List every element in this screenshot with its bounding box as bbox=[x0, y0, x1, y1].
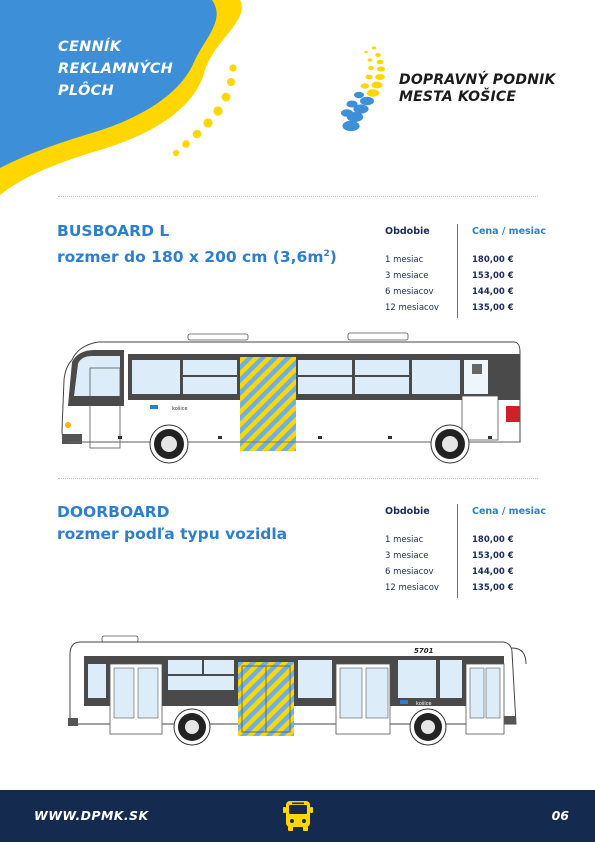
bus-busboard-illustration bbox=[58, 330, 528, 465]
divider bbox=[58, 478, 538, 479]
table-cell-period: 12 mesiacov bbox=[385, 303, 439, 313]
table-cell-price: 180,00 € bbox=[472, 255, 514, 265]
col-header-period: Obdobie bbox=[385, 226, 430, 237]
website-link[interactable]: WWW.DPMK.SK bbox=[34, 808, 149, 823]
subtitle-text: rozmer do 180 x 200 cm (3,6m bbox=[57, 248, 324, 267]
table-cell-period: 6 mesiacov bbox=[385, 287, 434, 297]
table-cell-period: 1 mesiac bbox=[385, 255, 424, 265]
table-cell-period: 12 mesiacov bbox=[385, 583, 439, 593]
footer bbox=[0, 790, 595, 842]
page-title-line: CENNÍK bbox=[58, 39, 122, 55]
page-title-line: PLÔCH bbox=[58, 83, 114, 99]
logo-line: DOPRAVNÝ PODNIK bbox=[399, 72, 556, 88]
col-header-price: Cena / mesiac bbox=[472, 506, 546, 517]
table-cell-price: 153,00 € bbox=[472, 271, 514, 281]
col-header-period: Obdobie bbox=[385, 506, 430, 517]
bus-side-logo: košice bbox=[416, 701, 432, 707]
section-title: DOORBOARD bbox=[57, 503, 170, 521]
logo-line: MESTA KOŠICE bbox=[399, 89, 517, 105]
table-cell-period: 3 mesiace bbox=[385, 271, 429, 281]
dpmk-logo-text bbox=[399, 72, 556, 106]
subtitle-text-end: ) bbox=[329, 248, 337, 267]
table-divider bbox=[457, 224, 458, 318]
bus-number: 5701 bbox=[414, 647, 434, 655]
table-divider bbox=[457, 504, 458, 598]
section-subtitle: rozmer podľa typu vozidla bbox=[57, 525, 288, 543]
section-subtitle bbox=[57, 243, 337, 268]
bus-side-logo: košice bbox=[172, 406, 188, 412]
table-cell-price: 153,00 € bbox=[472, 551, 514, 561]
table-cell-price: 135,00 € bbox=[472, 583, 514, 593]
table-cell-price: 144,00 € bbox=[472, 567, 514, 577]
page-number: 06 bbox=[551, 808, 569, 823]
table-cell-price: 180,00 € bbox=[472, 535, 514, 545]
bus-number: 6801 bbox=[156, 346, 177, 355]
table-cell-period: 6 mesiacov bbox=[385, 567, 434, 577]
table-cell-period: 1 mesiac bbox=[385, 535, 424, 545]
divider bbox=[58, 196, 538, 197]
table-cell-price: 135,00 € bbox=[472, 303, 514, 313]
section-title: BUSBOARD L bbox=[57, 222, 170, 240]
table-cell-period: 3 mesiace bbox=[385, 551, 429, 561]
table-cell-price: 144,00 € bbox=[472, 287, 514, 297]
page-title bbox=[58, 36, 173, 102]
subtitle-sup: 2 bbox=[323, 249, 330, 259]
col-header-price: Cena / mesiac bbox=[472, 226, 546, 237]
page-title-line: REKLAMNÝCH bbox=[58, 61, 174, 77]
bus-icon bbox=[283, 799, 313, 833]
bus-doorboard-illustration bbox=[62, 634, 532, 749]
